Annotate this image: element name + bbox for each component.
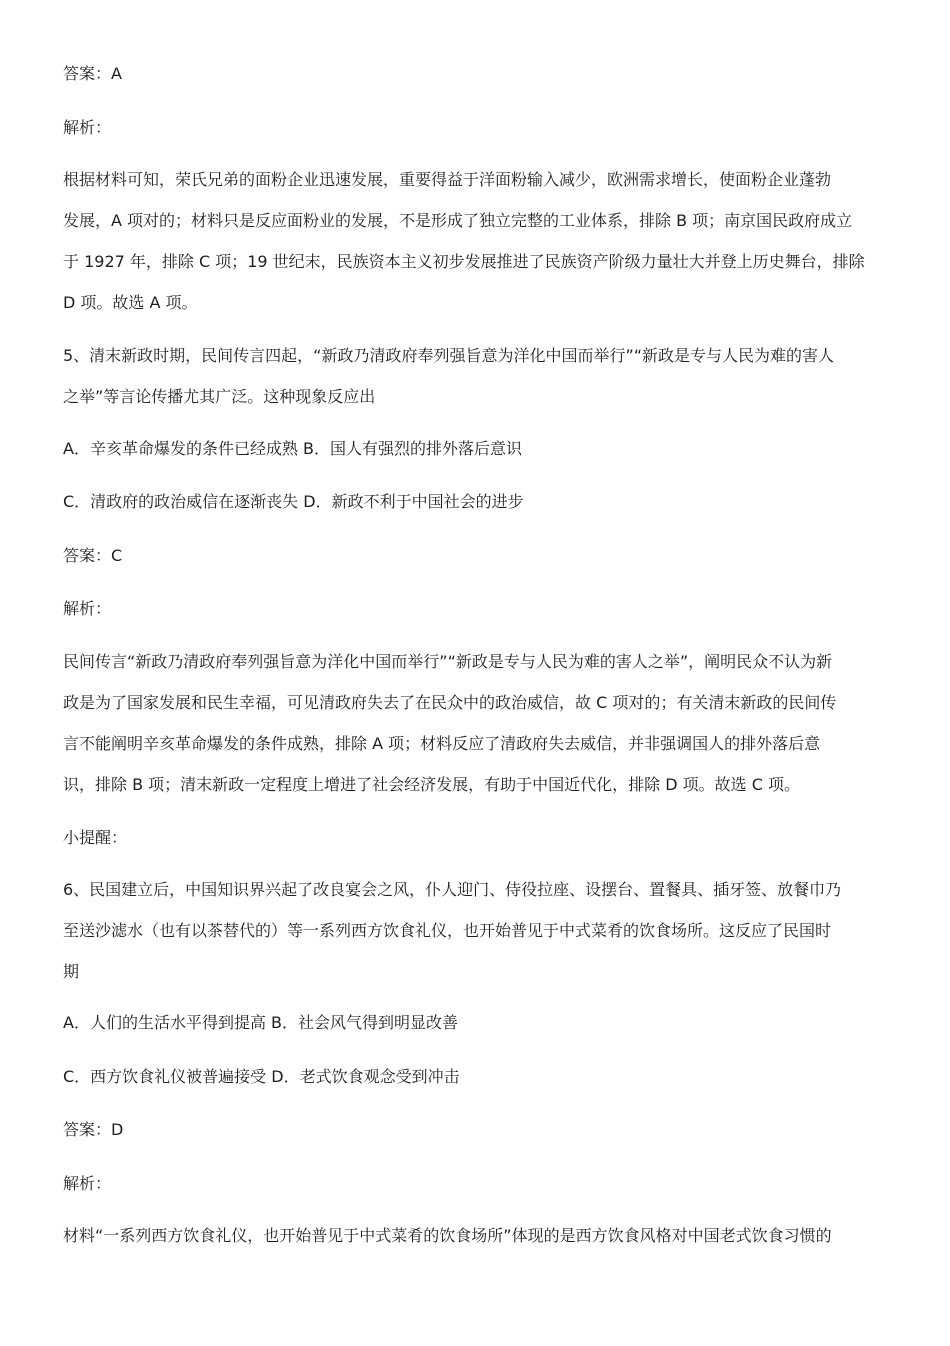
q5-answer: 答案：C [63,546,123,565]
analysis-line: 言不能阐明辛亥革命爆发的条件成熟，排除 A 项；材料反应了清政府失去威信，并非强调国人的排外落后意 [63,734,821,753]
analysis-line: 识，排除 B 项；清末新政一定程度上增进了社会经济发展，有助于中国近代化，排除 D 项。故选 C 项。 [63,775,800,794]
q5-analysis-label: 解析： [63,599,112,618]
question-line: 5、清末新政时期，民间传言四起，“新政乃清政府奉列强旨意为洋化中国而举行”“新政是专与人民为难的害人 [63,346,835,365]
question-line: 期 [63,962,80,981]
q5-analysis-text [63,652,893,816]
q5-question [63,346,893,428]
q6-answer: 答案：D [63,1120,124,1139]
analysis-line: 材料“一系列西方饮食礼仪，也开始普见于中式菜肴的饮食场所”体现的是西方饮食风格对中国老式饮食习惯的 [63,1226,832,1245]
question-line: 之举”等言论传播尤其广泛。这种现象反应出 [63,387,376,406]
analysis-line: D 项。故选 A 项。 [63,293,198,312]
q4-answer: 答案：A [63,64,122,83]
q4-analysis-text [63,170,893,334]
q6-options-ab: A．人们的生活水平得到提高 B．社会风气得到明显改善 [63,1013,459,1032]
q6-options-cd: C．西方饮食礼仪被普遍接受 D．老式饮食观念受到冲击 [63,1067,460,1086]
analysis-line: 政是为了国家发展和民生幸福，可见清政府失去了在民众中的政治威信，故 C 项对的；有关清末新政的民间传 [63,693,837,712]
q4-analysis-label: 解析： [63,118,112,137]
q5-options-cd: C．清政府的政治威信在逐渐丧失 D．新政不利于中国社会的进步 [63,492,524,511]
analysis-line: 根据材料可知，荣氏兄弟的面粉企业迅速发展，重要得益于洋面粉输入减少，欧洲需求增长，使面粉企业蓬勃 [63,170,832,189]
q5-options-ab: A．辛亥革命爆发的条件已经成熟 B．国人有强烈的排外落后意识 [63,439,523,458]
q6-question [63,880,893,1003]
analysis-line: 发展，A 项对的；材料只是反应面粉业的发展，不是形成了独立完整的工业体系，排除 B 项；南京国民政府成立 [63,211,853,230]
q6-analysis-label: 解析： [63,1174,112,1193]
question-line: 至送沙滤水（也有以茶替代的）等一系列西方饮食礼仪，也开始普见于中式菜肴的饮食场所。这反应了民国时 [63,921,832,940]
analysis-line: 民间传言“新政乃清政府奉列强旨意为洋化中国而举行”“新政是专与人民为难的害人之举”，阐明民众不认为新 [63,652,833,671]
analysis-line: 于 1927 年，排除 C 项；19 世纪末，民族资本主义初步发展推进了民族资产阶级力量壮大并登上历史舞台，排除 [63,252,865,271]
q6-analysis-text [63,1226,893,1267]
question-line: 6、民国建立后，中国知识界兴起了改良宴会之风，仆人迎门、侍役拉座、设摆台、置餐具、插牙签、放餐巾乃 [63,880,842,899]
q5-tip-label: 小提醒： [63,828,128,847]
